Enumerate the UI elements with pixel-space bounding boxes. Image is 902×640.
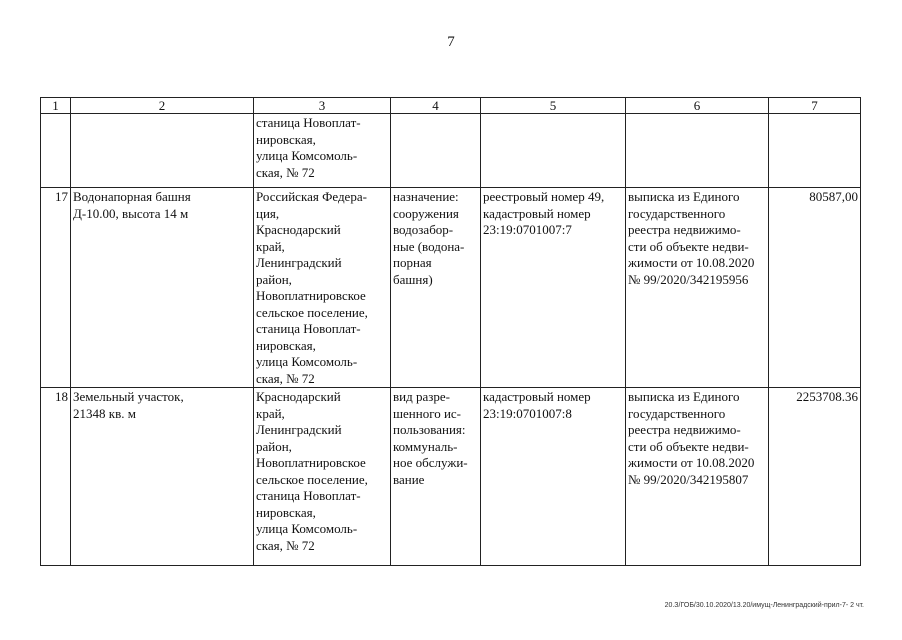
document-footer-code: 20.З/ГОБ/30.10.2020/13.20/имущ-Ленинградский-прил-7- 2 чт.: [664, 602, 864, 609]
registry-extract: выписка из Единого государственного реестра недвижимо- сти об объекте недви- жимости от 10.08.2020 № 99/2020/342195807: [626, 388, 769, 566]
registry-extract: [626, 114, 769, 188]
object-purpose: вид разре- шенного ис- пользования: коммуналь- ное обслужи- вание: [391, 388, 481, 566]
cadastral-number: реестровый номер 49, кадастровый номер 23:19:0701007:7: [481, 188, 626, 388]
column-number-1: 1: [41, 98, 71, 114]
column-number-7: 7: [769, 98, 861, 114]
registry-extract: выписка из Единого государственного реестра недвижимо- сти об объекте недви- жимости от 10.08.2020 № 99/2020/342195956: [626, 188, 769, 388]
object-purpose: [391, 114, 481, 188]
row-number: 18: [41, 388, 71, 566]
cadastral-number: кадастровый номер 23:19:0701007:8: [481, 388, 626, 566]
object-address: станица Новоплат- нировская, улица Комсомоль- ская, № 72: [254, 114, 391, 188]
column-number-4: 4: [391, 98, 481, 114]
table-row: [41, 188, 861, 388]
object-address: Российская Федера- ция, Краснодарский край, Ленинградский район, Новоплатнировское сельское поселение, станица Новоплат- нировская, улица Комсомоль- ская, № 72: [254, 188, 391, 388]
object-address: Краснодарский край, Ленинградский район, Новоплатнировское сельское поселение, станица Новоплат- нировская, улица Комсомоль- ская, № 72: [254, 388, 391, 566]
cadastral-value: [769, 114, 861, 188]
column-number-2: 2: [71, 98, 254, 114]
object-name: Земельный участок, 21348 кв. м: [71, 388, 254, 566]
column-number-5: 5: [481, 98, 626, 114]
object-name: [71, 114, 254, 188]
cadastral-value: 80587,00: [769, 188, 861, 388]
column-number-3: 3: [254, 98, 391, 114]
property-registry-table: [40, 97, 861, 566]
row-number: [41, 114, 71, 188]
cadastral-value: 2253708.36: [769, 388, 861, 566]
object-purpose: назначение: сооружения водозабор- ные (водона- порная башня): [391, 188, 481, 388]
table-row-continuation: [41, 114, 861, 188]
table-header-row: [41, 98, 861, 114]
object-name: Водонапорная башня Д-10.00, высота 14 м: [71, 188, 254, 388]
row-number: 17: [41, 188, 71, 388]
cadastral-number: [481, 114, 626, 188]
page-number: 7: [447, 34, 455, 50]
table-row: [41, 388, 861, 566]
column-number-6: 6: [626, 98, 769, 114]
